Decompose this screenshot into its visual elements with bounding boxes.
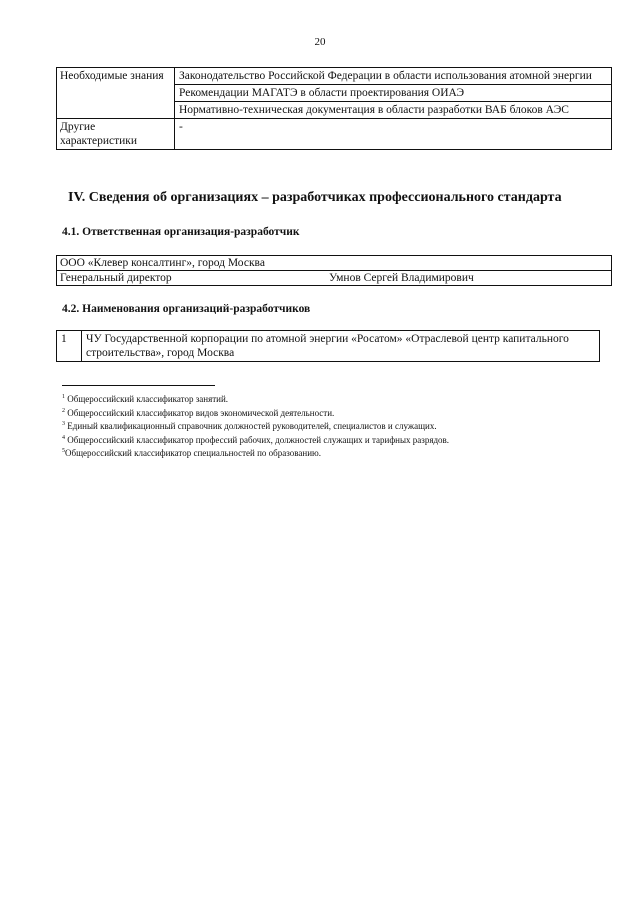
footnote-text: Общероссийский классификатор специальностей по образованию. <box>65 448 321 458</box>
footnote-mark: 2 <box>62 407 65 414</box>
developers-table <box>56 330 600 362</box>
table-row <box>57 331 600 362</box>
footnote <box>62 392 449 406</box>
footnote-text: Общероссийский классификатор видов экономической деятельности. <box>67 407 335 418</box>
footnote-mark: 3 <box>62 421 65 427</box>
developers-heading: 4.2. Наименования организаций-разработчиков <box>62 303 311 315</box>
knowledge-item: Нормативно-техническая документация в области разработки ВАБ блоков АЭС <box>175 102 612 119</box>
footnote <box>62 419 449 433</box>
knowledge-item: Законодательство Российской Федерации в области использования атомной энергии <box>175 68 612 85</box>
other-characteristics-value: - <box>175 119 612 150</box>
org-name: ООО «Клевер консалтинг», город Москва <box>57 256 612 271</box>
page-number: 20 <box>314 36 326 48</box>
row-label-other: Другие характеристики <box>57 119 175 150</box>
footnote-text: Единый квалификационный справочник должностей руководителей, специалистов и служащих. <box>67 421 437 431</box>
responsible-org-table <box>56 255 612 286</box>
footnote-mark: 5 <box>62 448 65 454</box>
footnotes-list <box>62 392 449 460</box>
requirements-table <box>56 67 612 150</box>
footnote-mark: 4 <box>62 434 65 441</box>
footnote <box>62 433 449 447</box>
footnote-text: Общероссийский классификатор профессий рабочих, должностей служащих и тарифных разрядов. <box>67 434 450 445</box>
table-row <box>57 68 612 85</box>
footnote-mark: 1 <box>62 394 65 400</box>
table-row <box>57 256 612 271</box>
developer-name: ЧУ Государственной корпорации по атомной энергии «Росатом» «Отраслевой центр капитального строительства», город Москва <box>82 331 600 362</box>
section-heading: IV. Сведения об организациях – разработчиках профессионального стандарта <box>68 190 562 205</box>
director-name: Умнов Сергей Владимирович <box>329 272 474 284</box>
developer-number: 1 <box>57 331 82 362</box>
table-row <box>57 271 612 286</box>
footnote <box>62 446 449 460</box>
director-cell <box>57 271 612 286</box>
footnote-text: Общероссийский классификатор занятий. <box>67 394 229 404</box>
footnote <box>62 406 449 420</box>
responsible-org-heading: 4.1. Ответственная организация-разработчик <box>62 226 300 238</box>
row-label-knowledge: Необходимые знания <box>57 68 175 119</box>
director-position: Генеральный директор <box>60 272 172 284</box>
table-row <box>57 119 612 150</box>
knowledge-item: Рекомендации МАГАТЭ в области проектирования ОИАЭ <box>175 85 612 102</box>
footnote-divider <box>62 385 215 386</box>
